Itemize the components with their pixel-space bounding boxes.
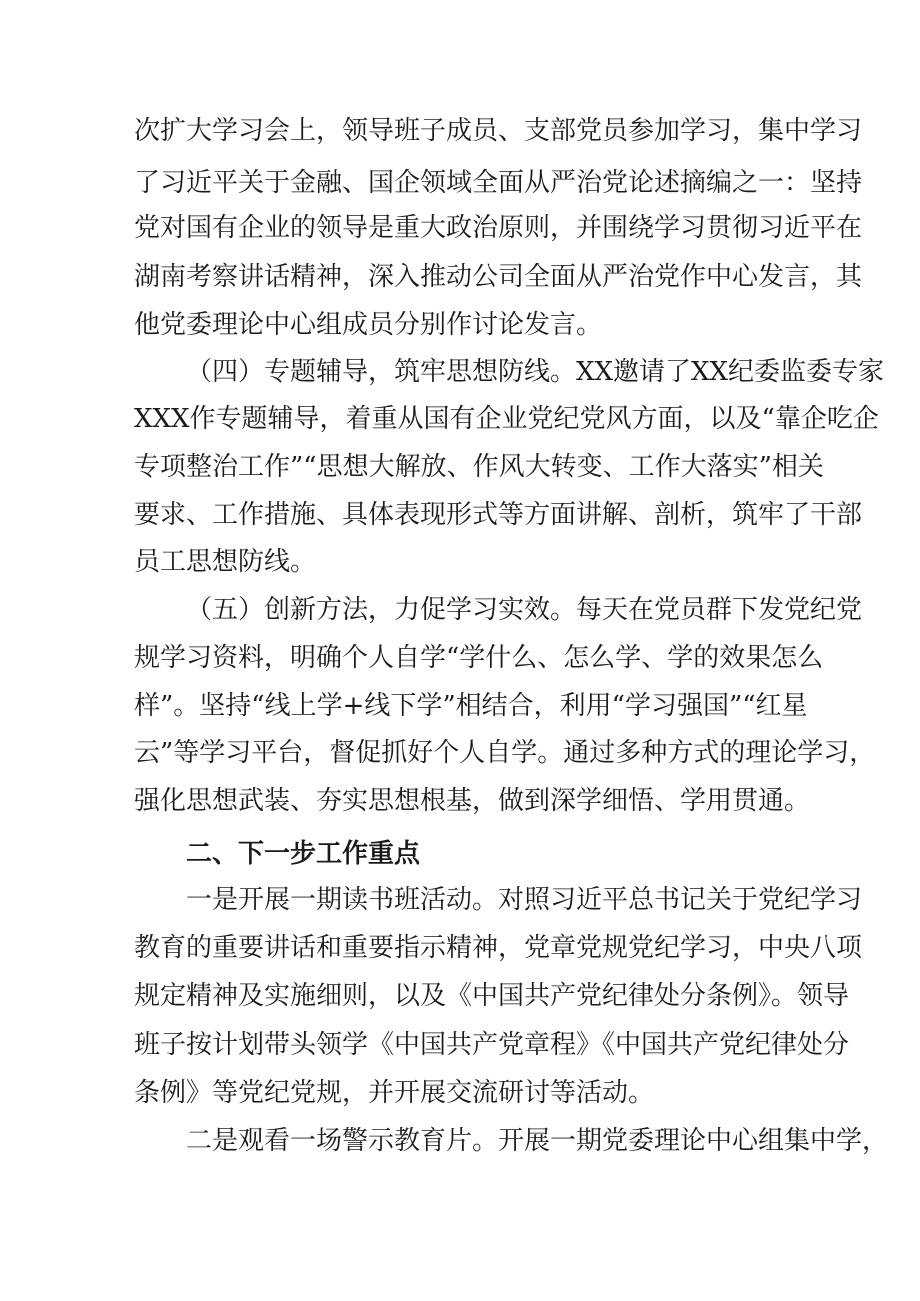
paragraph-line: 了习近平关于金融、国企领域全面从严治党论述摘编之一：坚持 — [134, 168, 863, 198]
paragraph-line: 党对国有企业的领导是重大政治原则，并围绕学习贯彻习近平在 — [134, 213, 863, 243]
paragraph-line: 一是开展一期读书班活动。对照习近平总书记关于党纪学习 — [186, 885, 863, 915]
paragraph-line: 样”。坚持“线上学+线下学”相结合，利用“学习强国”“红星 — [134, 691, 808, 721]
paragraph-line: 二是观看一场警示教育片。开展一期党委理论中心组集中学， — [186, 1126, 889, 1156]
paragraph-line: 专项整治工作”“思想大解放、作风大转变、工作大落实”相关 — [134, 452, 824, 482]
paragraph-line: 湖南考察讲话精神，深入推动公司全面从严治党作中心发言，其 — [134, 262, 863, 292]
paragraph-line: 条例》等党纪党规，并开展交流研讨等活动。 — [134, 1078, 655, 1108]
paragraph-line: 次扩大学习会上，领导班子成员、支部党员参加学习，集中学习 — [134, 116, 863, 146]
paragraph-line: 员工思想防线。 — [134, 547, 317, 577]
paragraph-line: 云”等学习平台，督促抓好个人自学。通过多种方式的理论学习， — [134, 738, 876, 768]
paragraph-line: 规定精神及实施细则，以及《中国共产党纪律处分条例》。领导 — [134, 981, 850, 1011]
section-heading: 二、下一步工作重点 — [186, 839, 421, 869]
paragraph-line: （四）专题辅导，筑牢思想防线。XX邀请了XX纪委监委专家 — [186, 357, 885, 387]
paragraph-line: 规学习资料，明确个人自学“学什么、怎么学、学的效果怎么 — [134, 643, 824, 673]
paragraph-line: （五）创新方法，力促学习实效。每天在党员群下发党纪党 — [186, 595, 863, 625]
paragraph-line: 要求、工作措施、具体表现形式等方面讲解、剖析，筑牢了干部 — [134, 500, 863, 530]
paragraph-line: 他党委理论中心组成员分别作讨论发言。 — [134, 310, 603, 340]
paragraph-line: 班子按计划带头领学《中国共产党章程》《中国共产党纪律处分 — [134, 1030, 850, 1060]
paragraph-line: 强化思想武装、夯实思想根基，做到深学细悟、学用贯通。 — [134, 786, 811, 816]
paragraph-line: XXX作专题辅导，着重从国有企业党纪党风方面，以及“靠企吃企 — [134, 404, 879, 434]
paragraph-line: 教育的重要讲话和重要指示精神，党章党规党纪学习，中央八项 — [134, 933, 863, 963]
